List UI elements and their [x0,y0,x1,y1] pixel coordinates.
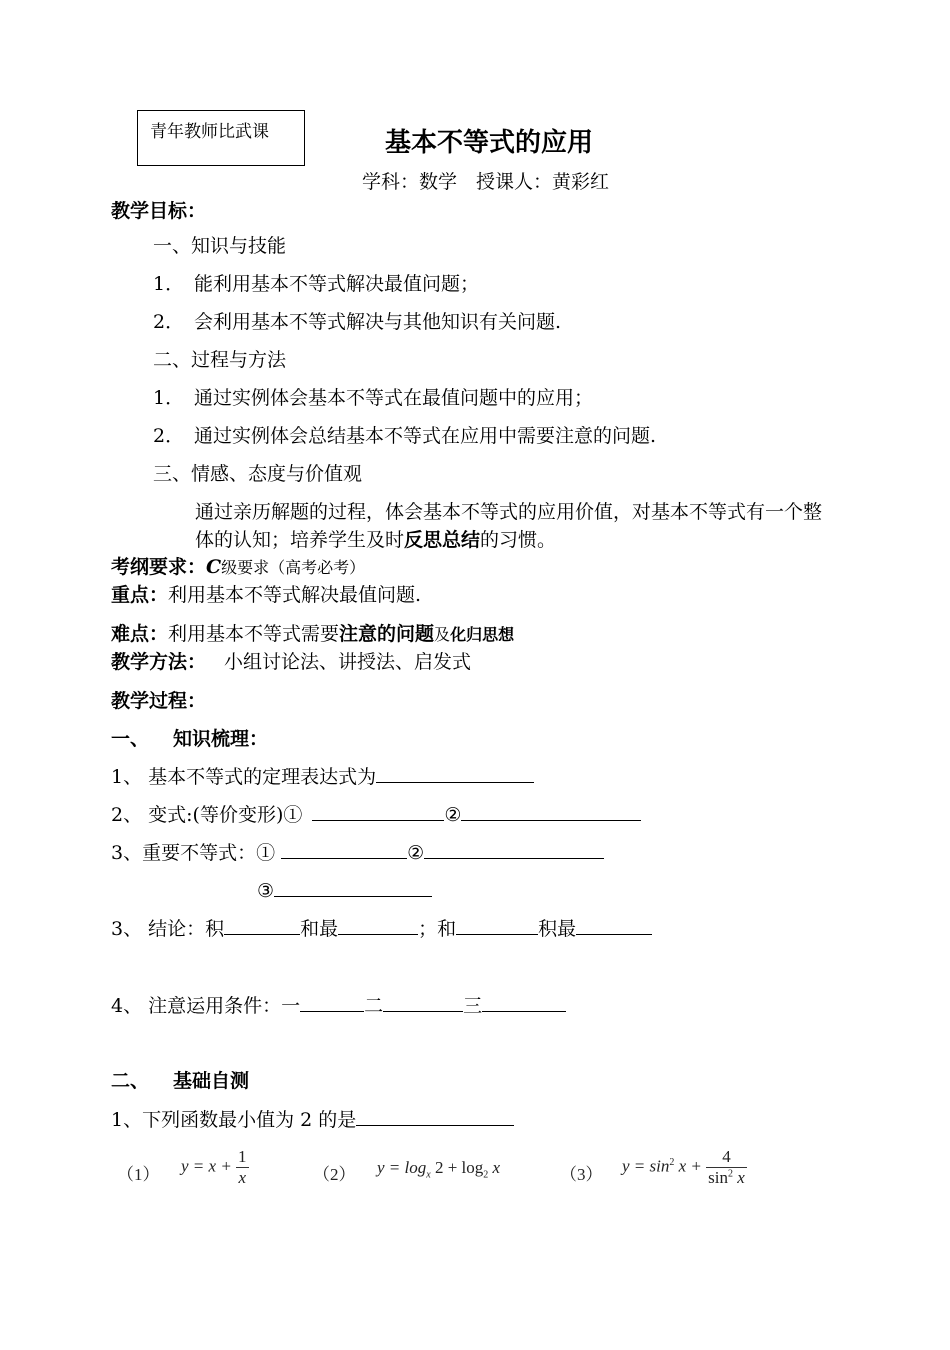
answer-blank[interactable] [356,1107,514,1126]
page-title: 基本不等式的应用 [385,128,594,158]
answer-blank[interactable] [461,802,641,821]
fraction-denominator: x [238,1168,247,1187]
section-process: 二、过程与方法 [153,349,287,371]
circled-number: ③ [257,880,275,902]
question-text: ；和 [418,918,457,940]
question-text: 1、下列函数最小值为 2 的是 [111,1109,357,1131]
exponent: 2 [669,1156,675,1168]
formula-part: y = x + [181,1156,232,1176]
fraction-numerator: 1 [238,1147,247,1166]
level-c: C [206,556,222,578]
exam-requirement [111,555,365,580]
exam-requirement-text: 级要求（高考必考） [221,558,366,577]
option-3-label: （3） [560,1165,603,1184]
badge-box [137,110,305,166]
formula-part: x [488,1158,501,1177]
teaching-method [111,650,471,674]
method-text: 小组讨论法、讲授法、启发式 [224,651,472,673]
test-question-1 [111,1107,514,1132]
formula-part: x [732,1168,745,1187]
question-text: 积最 [538,918,577,940]
question-text: 和最 [300,918,339,940]
answer-blank[interactable] [224,916,300,935]
question-5 [111,993,566,1018]
exam-requirement-label: 考纲要求： [111,556,207,578]
answer-blank[interactable] [456,916,538,935]
part2-number: 二、 [111,1070,150,1092]
difficulty-text: 利用基本不等式需要 [168,623,340,645]
circled-number: ② [407,842,425,864]
answer-blank[interactable] [312,802,444,821]
formula-part: sin [708,1168,728,1187]
difficulty [111,622,514,647]
answer-blank[interactable] [281,840,407,859]
difficulty-label: 难点： [111,623,169,645]
list-num: 1． [153,273,185,295]
answer-blank[interactable] [576,916,652,935]
option-1-label: （1） [117,1165,160,1184]
formula-part: y = log [377,1158,427,1177]
fraction-numerator: 4 [706,1147,747,1168]
values-paragraph-line1: 通过亲历解题的过程，体会基本不等式的应用价值，对基本不等式有一个整 [195,501,823,523]
question-3-cont [257,878,432,903]
values-emphasis: 反思总结 [404,529,481,551]
subtitle: 学科：数学 授课人：黄彩红 [362,171,610,193]
values-paragraph-line2 [195,528,556,552]
formula-part: x + [674,1156,702,1176]
option-2-label: （2） [313,1165,356,1184]
section-values: 三、情感、态度与价值观 [153,463,363,485]
badge-label: 青年教师比武课 [150,122,269,142]
log-base: 2 [483,1169,489,1181]
question-text: 3、 结论：积 [111,918,225,940]
answer-blank[interactable] [376,764,534,783]
option-2-formula [377,1158,500,1180]
question-text: 2、 变式:(等价变形)① [111,804,303,826]
process-heading: 教学过程： [111,690,207,712]
answer-blank[interactable] [424,840,604,859]
question-text: 3、重要不等式：① [111,842,276,864]
difficulty-and: 及 [434,625,451,644]
formula-part: y = sin [622,1156,670,1176]
list-item: 通过实例体会总结基本不等式在应用中需要注意的问题. [194,425,657,447]
values-text: 体的认知；培养学生及时 [195,529,405,551]
question-text: 三 [463,995,483,1017]
list-num: 2． [153,425,185,447]
difficulty-emphasis: 注意的问题 [339,623,435,645]
answer-blank[interactable] [383,993,463,1012]
list-num: 2． [153,311,185,333]
formula-part: 2 + log [430,1158,484,1177]
list-item: 能利用基本不等式解决最值问题； [194,273,480,295]
question-1 [111,764,534,789]
values-text-end: 的习惯。 [480,529,557,551]
question-3 [111,840,604,865]
part1-title: 知识梳理： [173,728,269,750]
goals-heading: 教学目标： [111,200,207,222]
section-knowledge: 一、知识与技能 [153,235,287,257]
option-3-formula [622,1147,747,1188]
question-text: 1、 基本不等式的定理表达式为 [111,766,377,788]
key-point [111,583,421,607]
key-point-text: 利用基本不等式解决最值问题. [168,584,422,606]
difficulty-emphasis-2: 化归思想 [450,625,515,644]
method-label: 教学方法： [111,651,207,673]
list-item: 会利用基本不等式解决与其他知识有关问题. [194,311,562,333]
question-text: 二 [364,995,384,1017]
question-4 [111,916,652,941]
fraction [236,1147,249,1188]
option-1-formula [181,1147,249,1188]
circled-number: ② [444,804,462,826]
log-base: x [426,1169,431,1181]
answer-blank[interactable] [338,916,418,935]
list-item: 通过实例体会基本不等式在最值问题中的应用； [194,387,594,409]
question-2 [111,802,641,827]
fraction [706,1147,747,1188]
answer-blank[interactable] [274,878,432,897]
part1-number: 一、 [111,728,150,750]
answer-blank[interactable] [300,993,364,1012]
exponent: 2 [727,1168,733,1180]
list-num: 1． [153,387,185,409]
question-text: 4、 注意运用条件：一 [111,995,301,1017]
key-point-label: 重点： [111,584,169,606]
answer-blank[interactable] [482,993,566,1012]
fraction-denominator [706,1168,747,1188]
part2-title: 基础自测 [173,1070,250,1092]
